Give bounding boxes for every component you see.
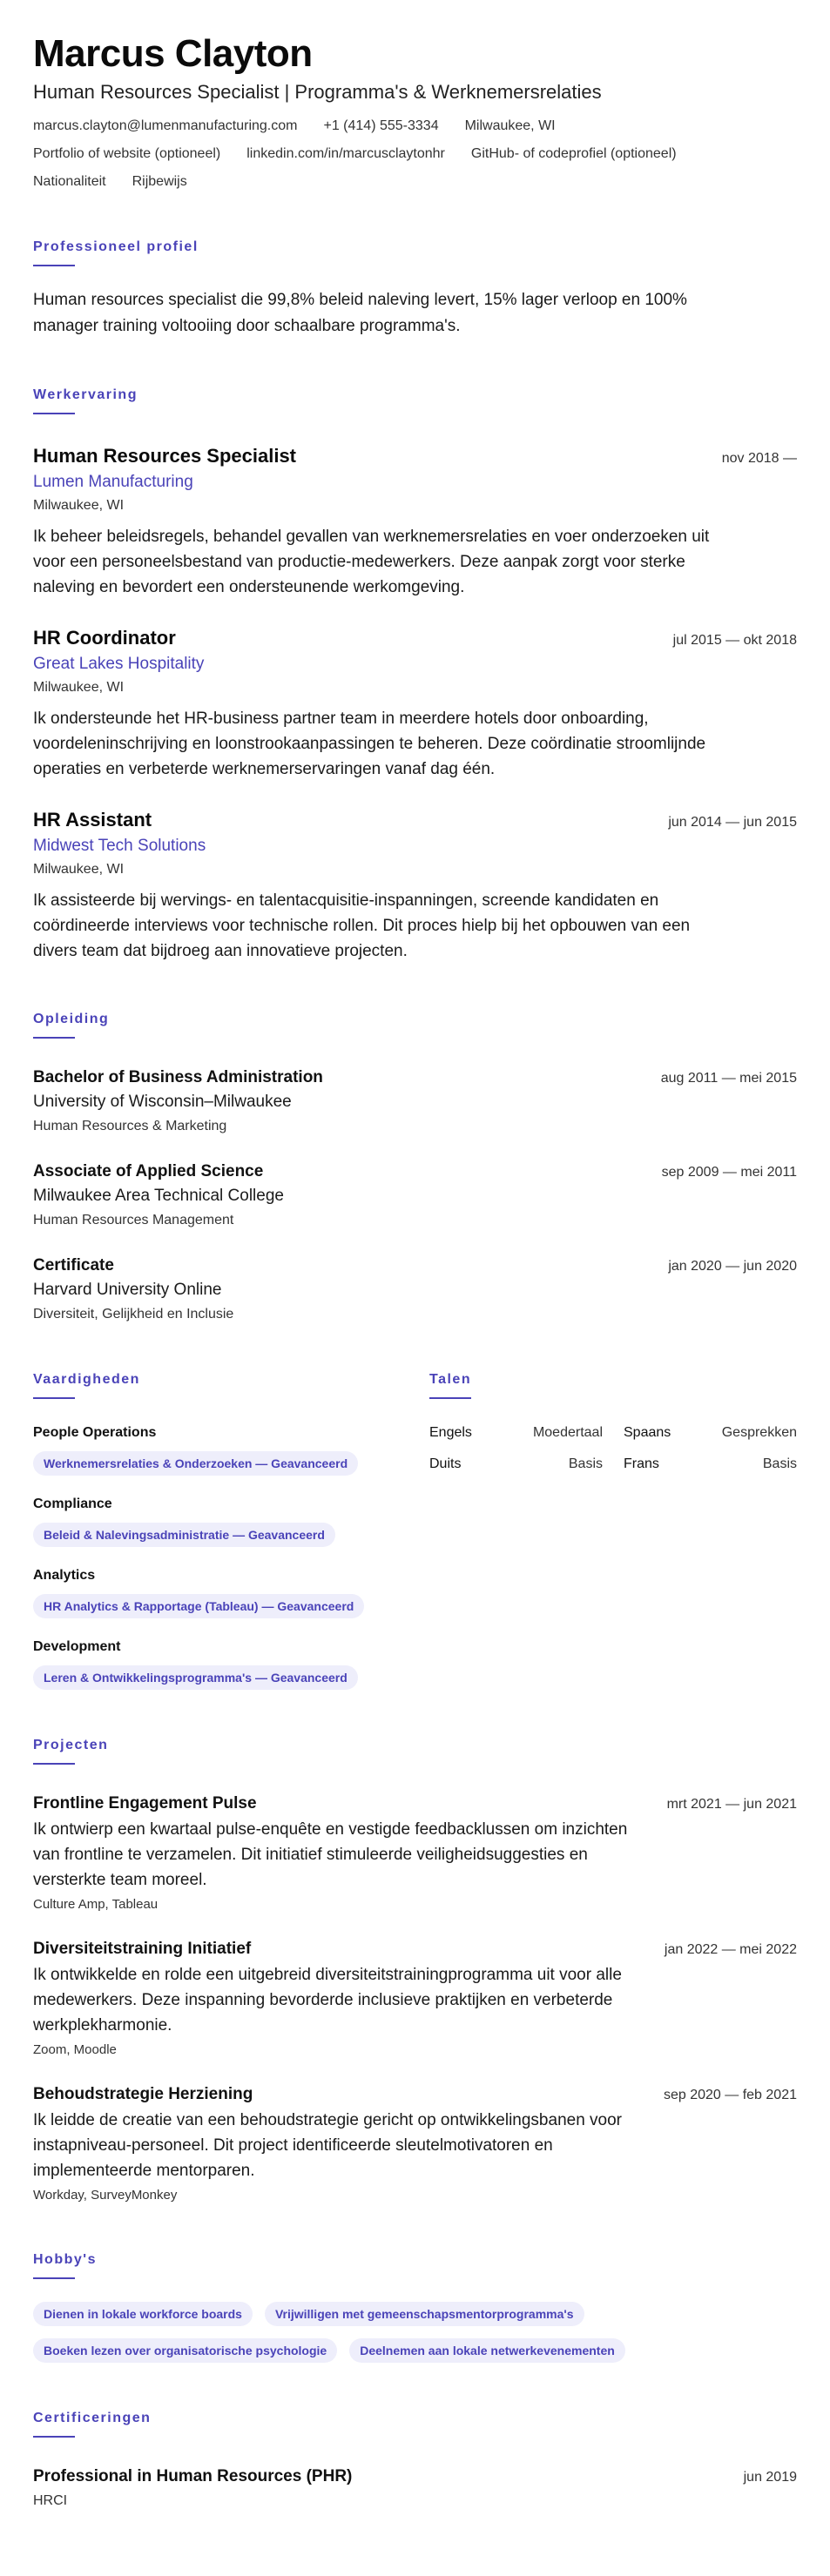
section-divider: [33, 413, 75, 414]
experience-role: Human Resources Specialist: [33, 445, 297, 467]
section-title-hobbies: Hobby's: [33, 2252, 97, 2267]
experience-description: Ik beheer beleidsregels, behandel gevallen van werknemersrelaties en voer onderzoeken uit voor een personeelsbestand van productie-medewerkers. Deze aanpak zorgt voor sterke naleving en bevordert een ondersteunende werkomgeving.: [33, 528, 710, 596]
language-item: [624, 1455, 797, 1474]
experience-role: HR Assistant: [33, 809, 152, 831]
language-item: [429, 1423, 603, 1443]
language-item: [624, 1423, 797, 1443]
language-name: Frans: [624, 1456, 659, 1471]
experience-date: jul 2015 — okt 2018: [672, 633, 797, 648]
project-name: Diversiteitstraining Initiatief: [33, 1940, 252, 1958]
experience-description: Ik assisteerde bij wervings- en talentacquisitie-inspanningen, screende kandidaten en coördineerde interviews voor technische rollen. Dit proces hielp bij het opbouwen van een divers team dat bijdroeg aan innovatieve projecten.: [33, 891, 691, 960]
education-degree: Associate of Applied Science: [33, 1162, 264, 1180]
skill-category: Development: [33, 1639, 121, 1654]
hobby-chip: Boeken lezen over organisatorische psychologie: [33, 2338, 337, 2363]
experience-location: Milwaukee, WI: [33, 862, 125, 877]
languages-grid: [429, 1423, 797, 1474]
skill-chip: HR Analytics & Rapportage (Tableau) — Geavanceerd: [33, 1594, 364, 1618]
skill-category: People Operations: [33, 1425, 157, 1440]
skill-group: [33, 1423, 429, 1476]
experience-entry: [33, 626, 797, 782]
skill-category: Analytics: [33, 1568, 96, 1583]
language-name: Spaans: [624, 1425, 671, 1440]
skill-chip: Werknemersrelaties & Onderzoeken — Geavanceerd: [33, 1451, 358, 1476]
language-level: Basis: [762, 1456, 797, 1471]
section-title-experience: Werkervaring: [33, 387, 138, 402]
experience-role: HR Coordinator: [33, 627, 176, 649]
contact-row-links: [33, 145, 797, 164]
education-date: sep 2009 — mei 2011: [661, 1165, 797, 1180]
education-section: [33, 1011, 797, 1324]
hobby-chip: Deelnemen aan lokale netwerkevenementen: [349, 2338, 625, 2363]
certification-issuer: HRCI: [33, 2493, 68, 2508]
project-date: sep 2020 — feb 2021: [663, 2088, 797, 2102]
certifications-section: [33, 2410, 797, 2511]
education-degree: Certificate: [33, 1256, 114, 1275]
experience-company: Great Lakes Hospitality: [33, 655, 205, 673]
profile-section: [33, 239, 797, 340]
education-date: jan 2020 — jun 2020: [668, 1259, 797, 1274]
profile-summary: Human resources specialist die 99,8% beleid naleving levert, 15% lager verloop en 100% manager training voltooiing door schaalbare programma's.: [33, 291, 687, 335]
section-title-projects: Projecten: [33, 1738, 109, 1752]
section-divider: [33, 1763, 75, 1765]
languages-section: [429, 1371, 797, 1690]
section-divider: [33, 2436, 75, 2438]
contact-row-primary: [33, 117, 797, 136]
section-title-education: Opleiding: [33, 1012, 110, 1026]
education-field: Human Resources & Marketing: [33, 1119, 227, 1133]
experience-date: nov 2018 —: [721, 451, 797, 466]
project-name: Behoudstrategie Herziening: [33, 2085, 253, 2103]
section-title-languages: Talen: [429, 1372, 472, 1387]
project-name: Frontline Engagement Pulse: [33, 1794, 257, 1813]
contact-nationality: Nationaliteit: [33, 174, 106, 189]
project-description: Ik leidde de creatie van een behoudstrategie gericht op ontwikkelingsbanen voor instapniveau-personeel. Dit project identificeerde sleutelmotivatoren en implementeerde mentorparen.: [33, 2111, 623, 2180]
project-date: mrt 2021 — jun 2021: [666, 1797, 797, 1812]
education-entry: [33, 1160, 797, 1230]
skill-group: [33, 1638, 429, 1690]
education-degree: Bachelor of Business Administration: [33, 1068, 323, 1086]
project-description: Ik ontwierp een kwartaal pulse-enquête en vestigde feedbacklussen om inzichten van frontline te verzamelen. Dit initiatief stimuleerde veiligheidsuggesties en versterkte team moreel.: [33, 1820, 628, 1889]
language-level: Basis: [568, 1456, 603, 1471]
education-entry: [33, 1066, 797, 1136]
education-field: Diversiteit, Gelijkheid en Inclusie: [33, 1307, 234, 1322]
education-school: Harvard University Online: [33, 1281, 222, 1299]
project-description: Ik ontwikkelde en rolde een uitgebreid diversiteitstrainingprogramma uit voor alle medewerkers. Deze inspanning bevorderde inclusieve praktijken en verbeterde werkplekharmonie.: [33, 1966, 622, 2035]
experience-company: Midwest Tech Solutions: [33, 837, 206, 855]
section-divider: [33, 1037, 75, 1039]
contact-email[interactable]: marcus.clayton@lumenmanufacturing.com: [33, 118, 298, 133]
candidate-headline: Human Resources Specialist | Programma's & Werknemersrelaties: [33, 81, 602, 103]
experience-location: Milwaukee, WI: [33, 680, 125, 695]
skills-section: [33, 1371, 429, 1690]
contact-location: Milwaukee, WI: [464, 118, 556, 133]
section-divider: [33, 265, 75, 266]
project-entry: [33, 2083, 797, 2204]
hobby-chip-list: [33, 2302, 695, 2363]
experience-entry: [33, 808, 797, 964]
project-entry: [33, 1938, 797, 2059]
certification-entry: [33, 2465, 797, 2511]
experience-location: Milwaukee, WI: [33, 498, 125, 513]
project-tools: Culture Amp, Tableau: [33, 1897, 159, 1912]
section-title-profile: Professioneel profiel: [33, 239, 199, 254]
hobby-chip: Vrijwilligen met gemeenschapsmentorprogramma's: [265, 2302, 584, 2326]
skill-group: [33, 1495, 429, 1547]
language-level: Gesprekken: [721, 1425, 797, 1440]
education-school: Milwaukee Area Technical College: [33, 1187, 284, 1205]
contact-portfolio[interactable]: Portfolio of website (optioneel): [33, 146, 221, 161]
project-tools: Zoom, Moodle: [33, 2042, 117, 2057]
skill-group: [33, 1566, 429, 1618]
experience-description: Ik ondersteunde het HR-business partner team in meerdere hotels door onboarding, voordeleninschrijving en loonstrookaanpassingen te beheren. Deze coördinatie stroomlijnde operaties en verbeterde werknemerservaringen vanaf dag één.: [33, 710, 706, 778]
project-date: jan 2022 — mei 2022: [664, 1942, 797, 1957]
education-school: University of Wisconsin–Milwaukee: [33, 1093, 292, 1111]
contact-license: Rijbewijs: [132, 174, 187, 189]
education-entry: [33, 1254, 797, 1324]
resume-header: [33, 31, 797, 192]
certification-date: jun 2019: [743, 2470, 797, 2485]
skill-category: Compliance: [33, 1497, 112, 1511]
hobbies-section: [33, 2251, 797, 2363]
contact-row-extra: [33, 172, 797, 192]
section-title-skills: Vaardigheden: [33, 1372, 140, 1387]
certification-name: Professional in Human Resources (PHR): [33, 2467, 353, 2485]
contact-github[interactable]: GitHub- of codeprofiel (optioneel): [470, 146, 677, 161]
skill-chip: Leren & Ontwikkelingsprogramma's — Geavanceerd: [33, 1665, 358, 1690]
education-date: aug 2011 — mei 2015: [660, 1071, 797, 1086]
section-divider: [33, 2277, 75, 2279]
language-item: [429, 1455, 603, 1474]
hobby-chip: Dienen in lokale workforce boards: [33, 2302, 253, 2326]
experience-entry: [33, 444, 797, 600]
language-name: Engels: [429, 1425, 472, 1440]
experience-company: Lumen Manufacturing: [33, 473, 193, 491]
project-tools: Workday, SurveyMonkey: [33, 2188, 178, 2203]
section-divider: [429, 1397, 471, 1399]
contact-phone[interactable]: +1 (414) 555-3334: [323, 118, 439, 133]
skill-chip: Beleid & Nalevingsadministratie — Geavanceerd: [33, 1523, 335, 1547]
experience-section: [33, 387, 797, 964]
section-title-certifications: Certificeringen: [33, 2411, 152, 2425]
experience-date: jun 2014 — jun 2015: [668, 815, 797, 830]
project-entry: [33, 1792, 797, 1914]
language-name: Duits: [429, 1456, 462, 1471]
section-divider: [33, 1397, 75, 1399]
candidate-name: Marcus Clayton: [33, 32, 313, 75]
contact-linkedin[interactable]: linkedin.com/in/marcusclaytonhr: [246, 146, 445, 161]
projects-section: [33, 1737, 797, 2204]
language-level: Moedertaal: [532, 1425, 603, 1440]
skills-languages-row: [33, 1371, 797, 1690]
education-field: Human Resources Management: [33, 1213, 234, 1227]
